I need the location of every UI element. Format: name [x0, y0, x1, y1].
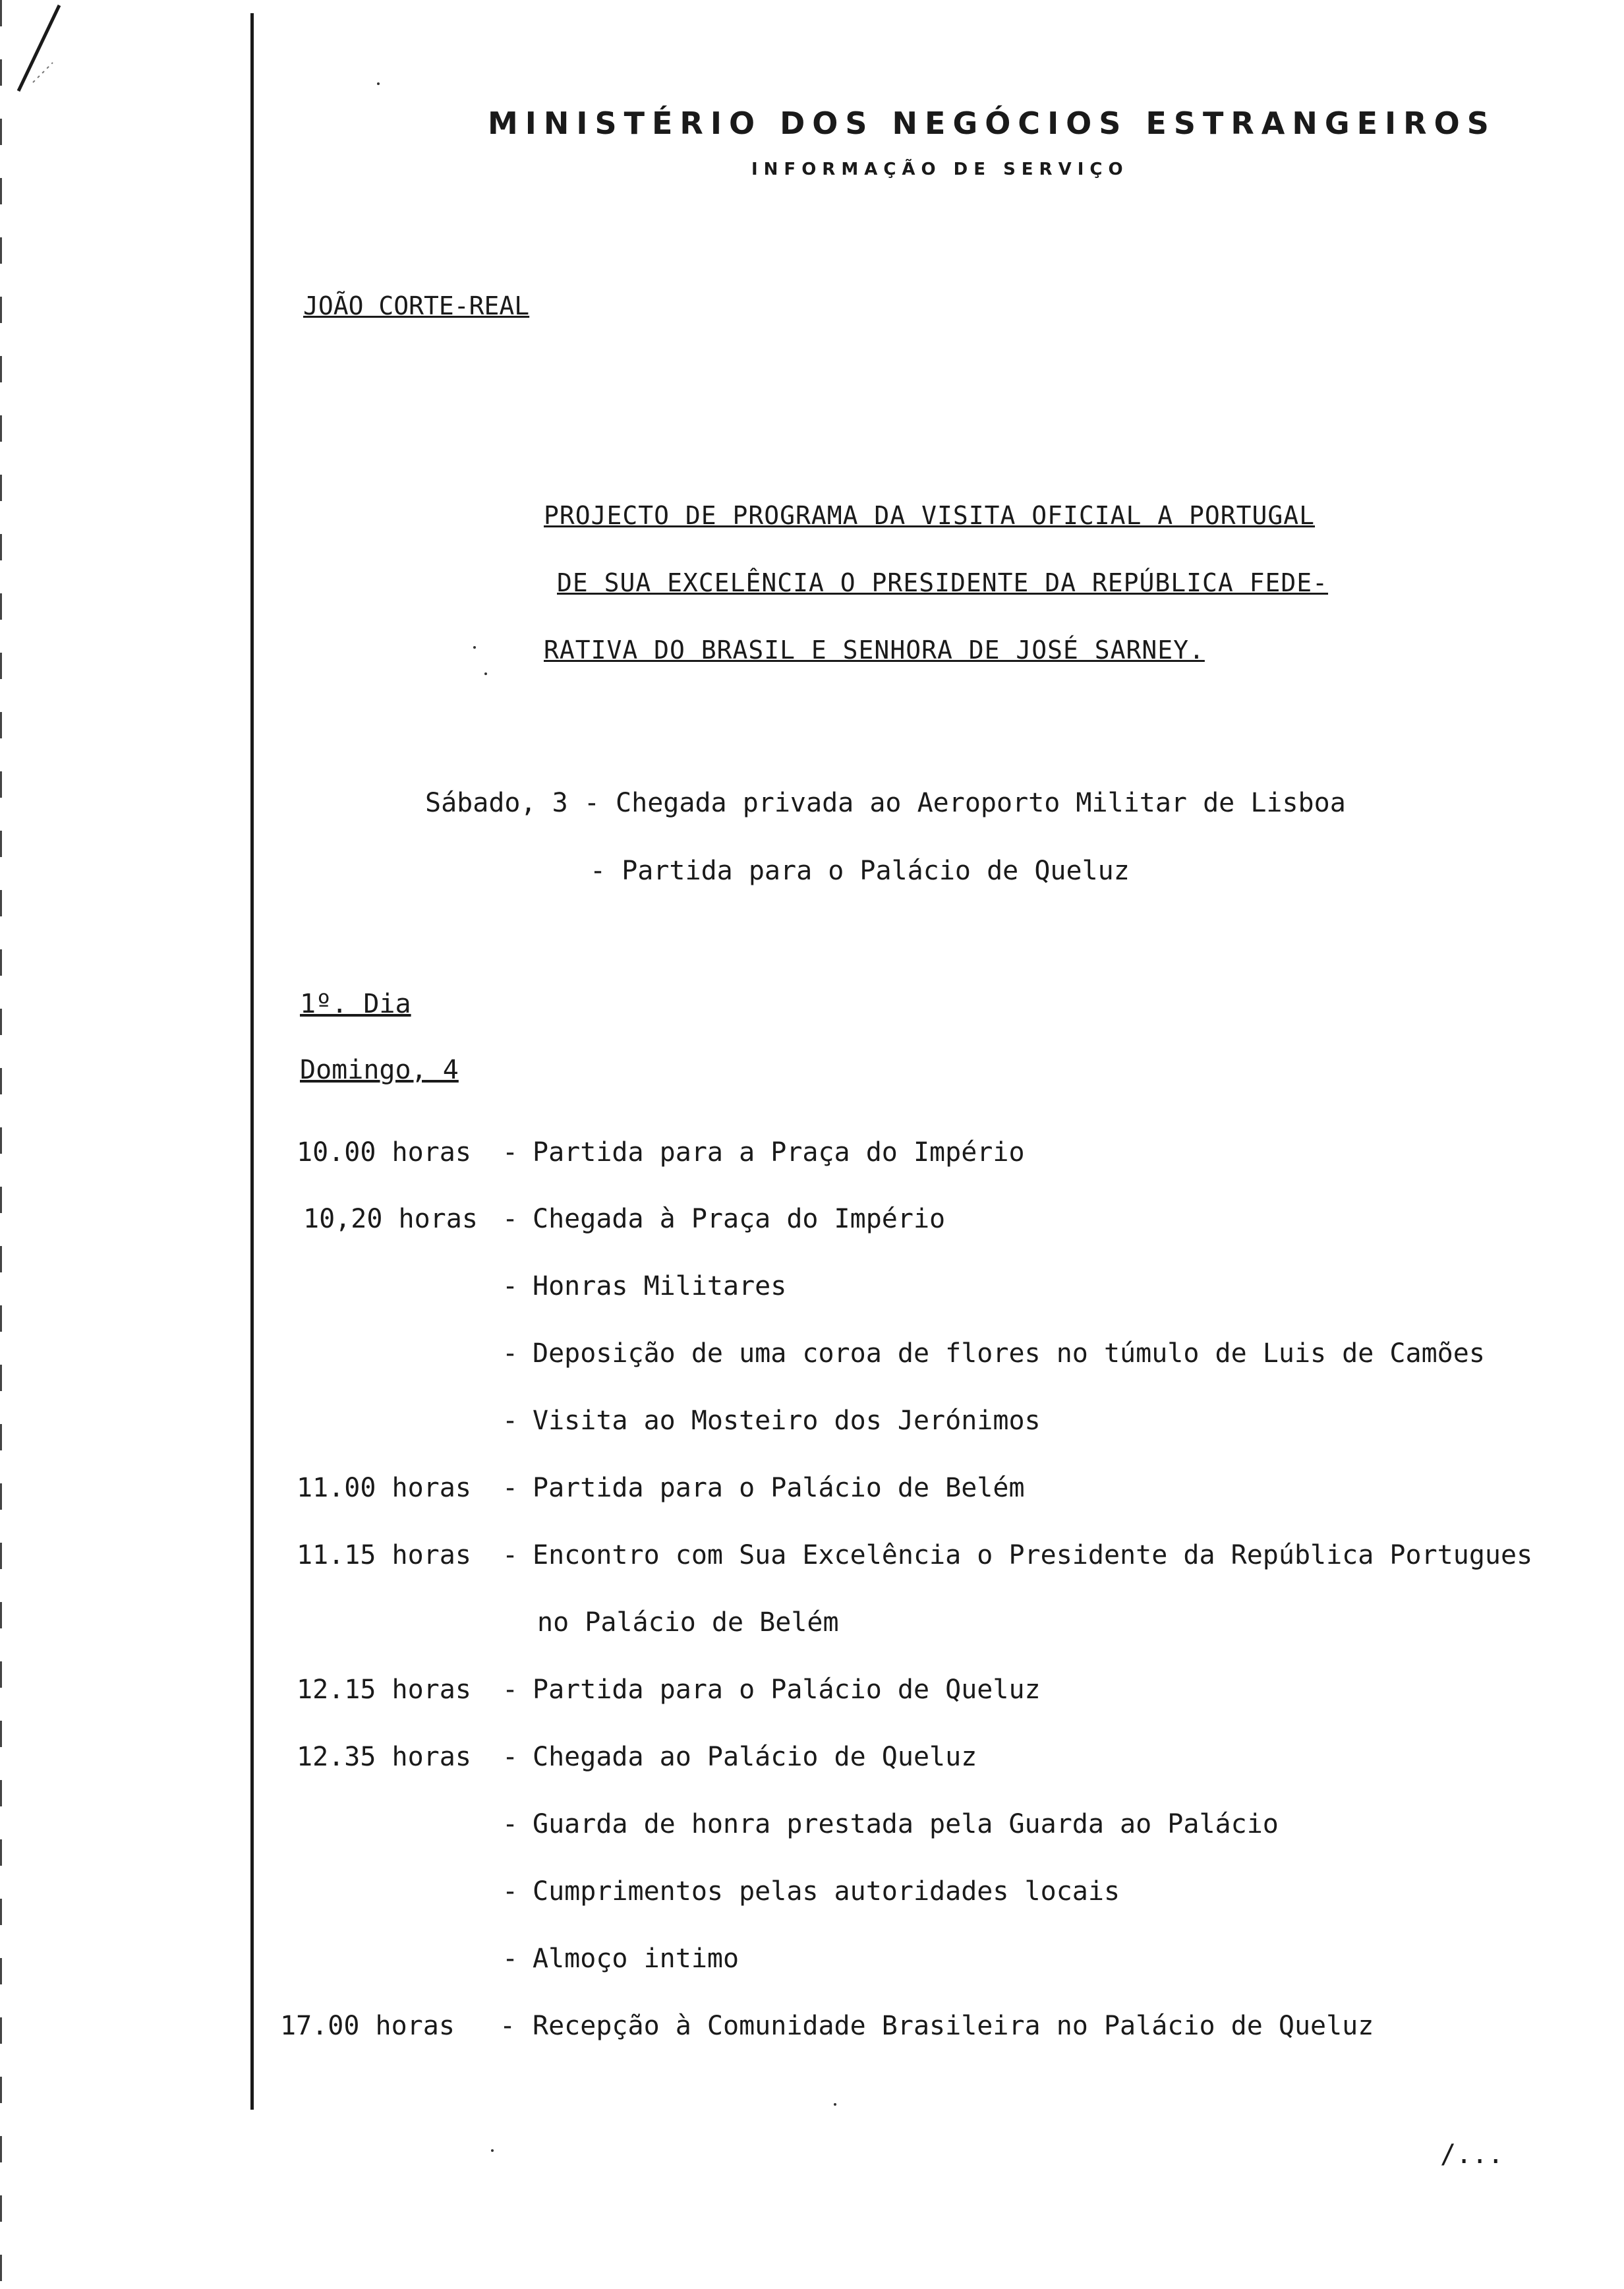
schedule-dash: - [502, 1742, 519, 1772]
schedule-time: 17.00 horas [280, 2011, 455, 2041]
schedule-dash: - [502, 1204, 519, 1234]
ministry-heading: MINISTÉRIO DOS NEGÓCIOS ESTRANGEIROS [488, 105, 1496, 141]
schedule-item: Honras Militares [533, 1271, 787, 1301]
schedule-item: Chegada ao Palácio de Queluz [533, 1742, 977, 1772]
programme-title-line-3: RATIVA DO BRASIL E SENHORA DE JOSÉ SARNEY. [544, 636, 1205, 665]
schedule-item: Partida para o Palácio de Queluz [533, 1675, 1041, 1705]
schedule-dash: - [502, 1876, 519, 1907]
schedule-dash: - [502, 1137, 519, 1168]
scan-speck [484, 672, 487, 675]
author-name: JOÃO CORTE-REAL [303, 291, 530, 320]
schedule-dash: - [502, 1675, 519, 1705]
schedule-item: Partida para a Praça do Império [533, 1137, 1025, 1168]
arrival-item: Partida para o Palácio de Queluz [622, 856, 1130, 886]
schedule-item: Encontro com Sua Excelência o Presidente da República Portugues [533, 1540, 1533, 1570]
schedule-dash: - [502, 1338, 519, 1369]
schedule-item: Visita ao Mosteiro dos Jerónimos [533, 1406, 1041, 1436]
schedule-time: 12.35 horas [297, 1742, 471, 1772]
scan-edge-marks [0, 0, 2, 2289]
schedule-item-continuation: no Palácio de Belém [537, 1607, 839, 1638]
scan-speck [834, 2103, 836, 2106]
schedule-dash: - [502, 1271, 519, 1301]
schedule-item: Deposição de uma coroa de flores no túmulo de Luis de Camões [533, 1338, 1485, 1369]
schedule-dash: - [502, 1406, 519, 1436]
schedule-dash: - [502, 1540, 519, 1570]
service-subheading: INFORMAÇÃO DE SERVIÇO [751, 160, 1129, 179]
schedule-item: Almoço intimo [533, 1944, 740, 1974]
schedule-item: Recepção à Comunidade Brasileira no Palácio de Queluz [533, 2011, 1374, 2041]
arrival-line-2 [590, 856, 1130, 886]
schedule-item: Cumprimentos pelas autoridades locais [533, 1876, 1120, 1907]
schedule-time: 12.15 horas [297, 1675, 471, 1705]
day-date: Domingo, 4 [300, 1055, 459, 1085]
schedule-dash: - [500, 2011, 516, 2041]
programme-title-line-2: DE SUA EXCELÊNCIA O PRESIDENTE DA REPÚBLICA FEDE- [557, 568, 1329, 597]
schedule-dash: - [502, 1809, 519, 1839]
dash: - [590, 856, 606, 886]
handwritten-slash-mark [7, 0, 86, 119]
arrival-line [425, 788, 1346, 818]
scan-speck [473, 646, 476, 649]
schedule-time: 11.15 horas [297, 1540, 471, 1570]
schedule-item: Guarda de honra prestada pela Guarda ao Palácio [533, 1809, 1279, 1839]
arrival-item: Chegada privada ao Aeroporto Militar de Lisboa [616, 788, 1346, 818]
day-label: 1º. Dia [300, 989, 411, 1019]
scan-speck [491, 2149, 494, 2152]
schedule-time: 11.00 horas [297, 1473, 471, 1503]
schedule-dash: - [502, 1473, 519, 1503]
scan-speck [377, 82, 380, 85]
margin-rule [250, 13, 254, 2110]
dash: - [583, 788, 600, 818]
schedule-time: 10.00 horas [297, 1137, 471, 1168]
programme-title-line-1: PROJECTO DE PROGRAMA DA VISITA OFICIAL A PORTUGAL [544, 501, 1316, 530]
schedule-time: 10,20 horas [303, 1204, 478, 1234]
arrival-day: Sábado, 3 [425, 788, 568, 818]
continuation-mark: /... [1440, 2139, 1504, 2170]
schedule-item: Chegada à Praça do Império [533, 1204, 946, 1234]
schedule-item: Partida para o Palácio de Belém [533, 1473, 1025, 1503]
schedule-dash: - [502, 1944, 519, 1974]
